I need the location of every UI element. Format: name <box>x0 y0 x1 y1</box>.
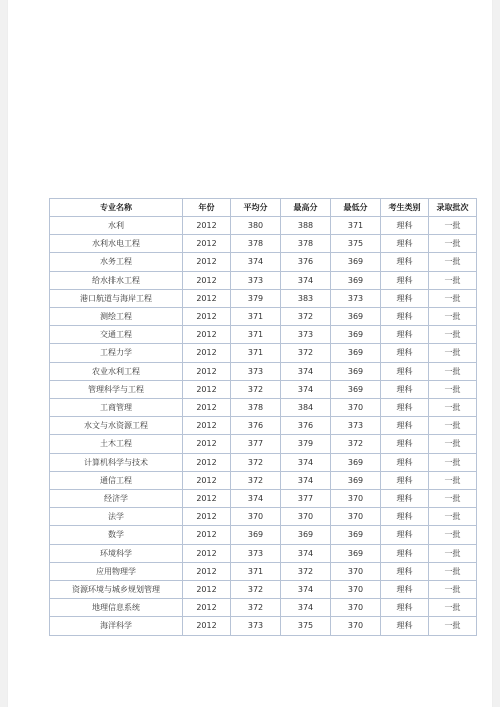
cell-major: 地理信息系统 <box>50 599 183 617</box>
cell-max-score: 375 <box>281 617 331 635</box>
cell-major: 计算机科学与技术 <box>50 453 183 471</box>
cell-year: 2012 <box>183 289 231 307</box>
cell-max-score: 374 <box>281 453 331 471</box>
header-average-score: 平均分 <box>231 199 281 217</box>
cell-year: 2012 <box>183 526 231 544</box>
cell-year: 2012 <box>183 326 231 344</box>
cell-average-score: 370 <box>231 508 281 526</box>
cell-year: 2012 <box>183 380 231 398</box>
cell-major: 管理科学与工程 <box>50 380 183 398</box>
cell-admission-batch: 一批 <box>429 417 477 435</box>
document-page <box>8 0 492 707</box>
cell-admission-batch: 一批 <box>429 435 477 453</box>
table-row <box>50 362 477 380</box>
cell-student-category: 理科 <box>381 271 429 289</box>
cell-average-score: 374 <box>231 490 281 508</box>
header-year: 年份 <box>183 199 231 217</box>
table-row <box>50 380 477 398</box>
cell-min-score: 369 <box>331 453 381 471</box>
cell-student-category: 理科 <box>381 544 429 562</box>
cell-major: 工商管理 <box>50 399 183 417</box>
cell-student-category: 理科 <box>381 417 429 435</box>
cell-year: 2012 <box>183 490 231 508</box>
cell-average-score: 371 <box>231 344 281 362</box>
cell-student-category: 理科 <box>381 453 429 471</box>
cell-average-score: 372 <box>231 471 281 489</box>
cell-year: 2012 <box>183 362 231 380</box>
table-row <box>50 289 477 307</box>
table-body <box>50 217 477 636</box>
table-row <box>50 435 477 453</box>
cell-max-score: 379 <box>281 435 331 453</box>
cell-admission-batch: 一批 <box>429 544 477 562</box>
cell-year: 2012 <box>183 581 231 599</box>
table-row <box>50 599 477 617</box>
cell-max-score: 378 <box>281 235 331 253</box>
cell-student-category: 理科 <box>381 490 429 508</box>
header-student-category: 考生类别 <box>381 199 429 217</box>
table-row <box>50 344 477 362</box>
cell-admission-batch: 一批 <box>429 326 477 344</box>
cell-min-score: 370 <box>331 508 381 526</box>
cell-max-score: 374 <box>281 362 331 380</box>
cell-year: 2012 <box>183 471 231 489</box>
cell-student-category: 理科 <box>381 526 429 544</box>
cell-average-score: 380 <box>231 217 281 235</box>
cell-major: 土木工程 <box>50 435 183 453</box>
cell-average-score: 377 <box>231 435 281 453</box>
cell-max-score: 377 <box>281 490 331 508</box>
cell-max-score: 372 <box>281 308 331 326</box>
cell-min-score: 375 <box>331 235 381 253</box>
cell-major: 农业水利工程 <box>50 362 183 380</box>
cell-student-category: 理科 <box>381 253 429 271</box>
cell-average-score: 376 <box>231 417 281 435</box>
table-row <box>50 508 477 526</box>
cell-average-score: 371 <box>231 326 281 344</box>
cell-max-score: 374 <box>281 599 331 617</box>
table-header-row <box>50 199 477 217</box>
cell-major: 工程力学 <box>50 344 183 362</box>
cell-min-score: 369 <box>331 380 381 398</box>
table-row <box>50 453 477 471</box>
cell-year: 2012 <box>183 253 231 271</box>
cell-min-score: 370 <box>331 599 381 617</box>
table-row <box>50 326 477 344</box>
cell-min-score: 369 <box>331 471 381 489</box>
cell-admission-batch: 一批 <box>429 599 477 617</box>
cell-year: 2012 <box>183 344 231 362</box>
cell-average-score: 373 <box>231 362 281 380</box>
cell-major: 水利 <box>50 217 183 235</box>
cell-admission-batch: 一批 <box>429 399 477 417</box>
header-major: 专业名称 <box>50 199 183 217</box>
table-row <box>50 617 477 635</box>
cell-student-category: 理科 <box>381 344 429 362</box>
cell-max-score: 374 <box>281 271 331 289</box>
cell-admission-batch: 一批 <box>429 362 477 380</box>
cell-year: 2012 <box>183 399 231 417</box>
cell-admission-batch: 一批 <box>429 308 477 326</box>
cell-year: 2012 <box>183 235 231 253</box>
cell-min-score: 370 <box>331 581 381 599</box>
cell-admission-batch: 一批 <box>429 217 477 235</box>
cell-max-score: 383 <box>281 289 331 307</box>
cell-max-score: 376 <box>281 417 331 435</box>
cell-admission-batch: 一批 <box>429 490 477 508</box>
table-row <box>50 271 477 289</box>
cell-major: 水文与水资源工程 <box>50 417 183 435</box>
cell-major: 给水排水工程 <box>50 271 183 289</box>
header-admission-batch: 录取批次 <box>429 199 477 217</box>
table-row <box>50 235 477 253</box>
cell-average-score: 372 <box>231 599 281 617</box>
cell-major: 水务工程 <box>50 253 183 271</box>
cell-min-score: 373 <box>331 289 381 307</box>
cell-average-score: 373 <box>231 617 281 635</box>
cell-admission-batch: 一批 <box>429 562 477 580</box>
cell-min-score: 370 <box>331 399 381 417</box>
cell-student-category: 理科 <box>381 471 429 489</box>
cell-student-category: 理科 <box>381 435 429 453</box>
cell-student-category: 理科 <box>381 562 429 580</box>
header-max-score: 最高分 <box>281 199 331 217</box>
table-row <box>50 308 477 326</box>
cell-average-score: 379 <box>231 289 281 307</box>
table-row <box>50 253 477 271</box>
cell-max-score: 376 <box>281 253 331 271</box>
cell-year: 2012 <box>183 562 231 580</box>
cell-student-category: 理科 <box>381 326 429 344</box>
cell-min-score: 373 <box>331 417 381 435</box>
cell-student-category: 理科 <box>381 362 429 380</box>
cell-year: 2012 <box>183 217 231 235</box>
cell-average-score: 369 <box>231 526 281 544</box>
cell-admission-batch: 一批 <box>429 271 477 289</box>
cell-admission-batch: 一批 <box>429 617 477 635</box>
cell-student-category: 理科 <box>381 508 429 526</box>
cell-student-category: 理科 <box>381 380 429 398</box>
cell-major: 通信工程 <box>50 471 183 489</box>
cell-major: 港口航道与海岸工程 <box>50 289 183 307</box>
cell-average-score: 372 <box>231 581 281 599</box>
cell-max-score: 369 <box>281 526 331 544</box>
cell-average-score: 378 <box>231 399 281 417</box>
cell-min-score: 370 <box>331 490 381 508</box>
cell-min-score: 370 <box>331 617 381 635</box>
cell-min-score: 369 <box>331 308 381 326</box>
cell-min-score: 369 <box>331 344 381 362</box>
cell-max-score: 374 <box>281 380 331 398</box>
table-row <box>50 217 477 235</box>
cell-admission-batch: 一批 <box>429 235 477 253</box>
cell-year: 2012 <box>183 544 231 562</box>
cell-student-category: 理科 <box>381 599 429 617</box>
cell-major: 应用物理学 <box>50 562 183 580</box>
cell-min-score: 369 <box>331 544 381 562</box>
cell-student-category: 理科 <box>381 235 429 253</box>
cell-major: 数学 <box>50 526 183 544</box>
table-row <box>50 490 477 508</box>
table-row <box>50 399 477 417</box>
table-row <box>50 471 477 489</box>
cell-student-category: 理科 <box>381 308 429 326</box>
cell-admission-batch: 一批 <box>429 508 477 526</box>
cell-min-score: 369 <box>331 271 381 289</box>
cell-max-score: 370 <box>281 508 331 526</box>
cell-admission-batch: 一批 <box>429 289 477 307</box>
cell-average-score: 371 <box>231 308 281 326</box>
cell-student-category: 理科 <box>381 289 429 307</box>
cell-max-score: 374 <box>281 471 331 489</box>
cell-min-score: 369 <box>331 526 381 544</box>
header-min-score: 最低分 <box>331 199 381 217</box>
cell-min-score: 369 <box>331 362 381 380</box>
cell-admission-batch: 一批 <box>429 253 477 271</box>
cell-admission-batch: 一批 <box>429 380 477 398</box>
cell-major: 交通工程 <box>50 326 183 344</box>
cell-max-score: 374 <box>281 581 331 599</box>
admission-score-table <box>49 198 477 636</box>
table-row <box>50 562 477 580</box>
cell-min-score: 372 <box>331 435 381 453</box>
cell-year: 2012 <box>183 453 231 471</box>
table-row <box>50 544 477 562</box>
cell-min-score: 371 <box>331 217 381 235</box>
cell-year: 2012 <box>183 271 231 289</box>
cell-admission-batch: 一批 <box>429 344 477 362</box>
cell-average-score: 371 <box>231 562 281 580</box>
cell-average-score: 373 <box>231 544 281 562</box>
cell-average-score: 374 <box>231 253 281 271</box>
cell-average-score: 378 <box>231 235 281 253</box>
cell-min-score: 369 <box>331 253 381 271</box>
cell-admission-batch: 一批 <box>429 581 477 599</box>
cell-major: 水利水电工程 <box>50 235 183 253</box>
table-row <box>50 417 477 435</box>
cell-year: 2012 <box>183 599 231 617</box>
cell-min-score: 370 <box>331 562 381 580</box>
cell-average-score: 372 <box>231 380 281 398</box>
table-row <box>50 526 477 544</box>
cell-major: 测绘工程 <box>50 308 183 326</box>
cell-major: 环境科学 <box>50 544 183 562</box>
cell-year: 2012 <box>183 308 231 326</box>
cell-average-score: 373 <box>231 271 281 289</box>
cell-admission-batch: 一批 <box>429 453 477 471</box>
table-row <box>50 581 477 599</box>
cell-max-score: 372 <box>281 344 331 362</box>
cell-max-score: 372 <box>281 562 331 580</box>
cell-student-category: 理科 <box>381 617 429 635</box>
cell-max-score: 388 <box>281 217 331 235</box>
cell-admission-batch: 一批 <box>429 471 477 489</box>
cell-average-score: 372 <box>231 453 281 471</box>
cell-major: 资源环境与城乡规划管理 <box>50 581 183 599</box>
cell-year: 2012 <box>183 617 231 635</box>
cell-admission-batch: 一批 <box>429 526 477 544</box>
cell-year: 2012 <box>183 417 231 435</box>
cell-max-score: 373 <box>281 326 331 344</box>
cell-student-category: 理科 <box>381 399 429 417</box>
cell-year: 2012 <box>183 435 231 453</box>
cell-student-category: 理科 <box>381 217 429 235</box>
cell-max-score: 374 <box>281 544 331 562</box>
cell-min-score: 369 <box>331 326 381 344</box>
cell-major: 经济学 <box>50 490 183 508</box>
cell-major: 海洋科学 <box>50 617 183 635</box>
cell-student-category: 理科 <box>381 581 429 599</box>
cell-max-score: 384 <box>281 399 331 417</box>
cell-major: 法学 <box>50 508 183 526</box>
cell-year: 2012 <box>183 508 231 526</box>
